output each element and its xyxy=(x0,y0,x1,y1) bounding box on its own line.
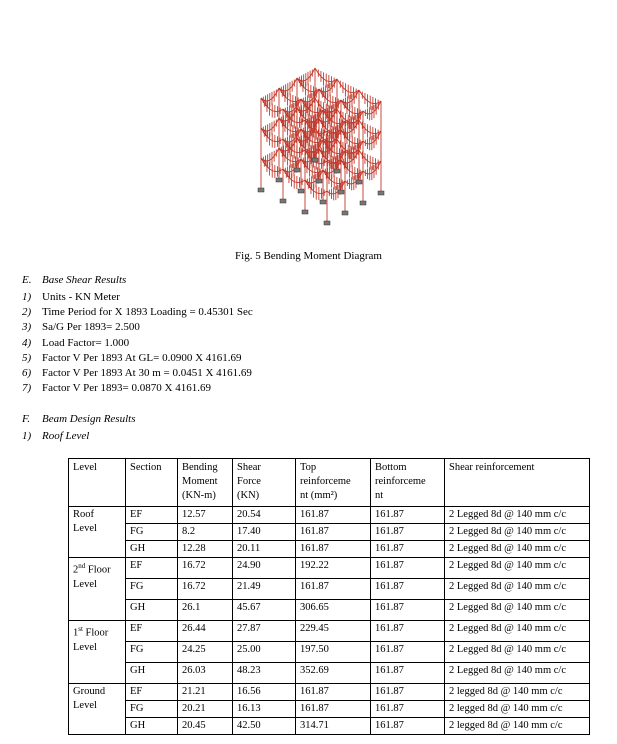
cell: 161.87 xyxy=(371,684,445,701)
cell: 24.25 xyxy=(178,642,233,663)
cell: FG xyxy=(126,701,178,718)
table-row xyxy=(69,663,590,684)
table-header-row xyxy=(69,459,590,507)
level-cell: Ground Level xyxy=(69,684,126,735)
level-cell: 1st Floor Level xyxy=(69,621,126,684)
cell: 48.23 xyxy=(233,663,296,684)
cell: GH xyxy=(126,600,178,621)
cell: GH xyxy=(126,663,178,684)
cell: 161.87 xyxy=(371,541,445,558)
cell: 161.87 xyxy=(371,701,445,718)
cell: 161.87 xyxy=(296,507,371,524)
cell: FG xyxy=(126,642,178,663)
cell: 161.87 xyxy=(296,684,371,701)
cell: 2 Legged 8d @ 140 mm c/c xyxy=(445,558,590,579)
header-level: Level xyxy=(69,459,126,507)
cell: 2 legged 8d @ 140 mm c/c xyxy=(445,718,590,735)
cell: 197.50 xyxy=(296,642,371,663)
cell: 2 Legged 8d @ 140 mm c/c xyxy=(445,663,590,684)
cell: EF xyxy=(126,507,178,524)
cell: 21.49 xyxy=(233,579,296,600)
table-row xyxy=(69,718,590,735)
cell: GH xyxy=(126,718,178,735)
cell: 20.54 xyxy=(233,507,296,524)
cell: 2 Legged 8d @ 140 mm c/c xyxy=(445,524,590,541)
base-shear-list xyxy=(22,290,253,396)
cell: 16.56 xyxy=(233,684,296,701)
cell: FG xyxy=(126,579,178,600)
cell: 161.87 xyxy=(371,524,445,541)
cell: FG xyxy=(126,524,178,541)
list-item: 6) Factor V Per 1893 At 30 m = 0.0451 X 4161.69 xyxy=(22,367,252,380)
table-row xyxy=(69,701,590,718)
cell: 20.21 xyxy=(178,701,233,718)
cell: 12.57 xyxy=(178,507,233,524)
table-row xyxy=(69,524,590,541)
table-row xyxy=(69,579,590,600)
header-moment: Bending Moment (KN-m) xyxy=(178,459,233,507)
cell: EF xyxy=(126,684,178,701)
beam-design-table xyxy=(68,458,590,735)
table-row xyxy=(69,600,590,621)
table-row xyxy=(69,507,590,524)
section-f-heading: F. Beam Design Results xyxy=(22,413,136,425)
bending-moment-diagram-figure xyxy=(195,8,480,248)
cell: 161.87 xyxy=(371,579,445,600)
section-e-heading: E. Base Shear Results xyxy=(22,274,127,286)
list-item: 4) Load Factor= 1.000 xyxy=(22,336,130,349)
figure-caption: Fig. 5 Bending Moment Diagram xyxy=(235,250,382,262)
table-row xyxy=(69,684,590,701)
cell: EF xyxy=(126,621,178,642)
list-item: 7) Factor V Per 1893= 0.0870 X 4161.69 xyxy=(22,382,211,395)
cell: 161.87 xyxy=(296,541,371,558)
table-row xyxy=(69,621,590,642)
list-item: 2) Time Period for X 1893 Loading = 0.45301 Sec xyxy=(22,306,253,319)
list-item: 1) Units - KN Meter xyxy=(22,291,120,303)
cell: 26.1 xyxy=(178,600,233,621)
cell: 26.03 xyxy=(178,663,233,684)
subsection-heading: 1) Roof Level xyxy=(22,430,90,442)
cell: 306.65 xyxy=(296,600,371,621)
cell: 161.87 xyxy=(371,718,445,735)
cell: GH xyxy=(126,541,178,558)
cell: 192.22 xyxy=(296,558,371,579)
cell: 2 legged 8d @ 140 mm c/c xyxy=(445,701,590,718)
cell: 21.21 xyxy=(178,684,233,701)
table-row xyxy=(69,642,590,663)
list-item: 5) Factor V Per 1893 At GL= 0.0900 X 4161.69 xyxy=(22,351,242,364)
cell: 45.67 xyxy=(233,600,296,621)
header-section: Section xyxy=(126,459,178,507)
cell: EF xyxy=(126,558,178,579)
cell: 161.87 xyxy=(296,524,371,541)
level-cell: 2nd Floor Level xyxy=(69,558,126,621)
cell: 161.87 xyxy=(296,579,371,600)
cell: 16.72 xyxy=(178,579,233,600)
cell: 20.11 xyxy=(233,541,296,558)
cell: 2 legged 8d @ 140 mm c/c xyxy=(445,684,590,701)
cell: 2 Legged 8d @ 140 mm c/c xyxy=(445,621,590,642)
header-bottom: Bottom reinforceme nt xyxy=(371,459,445,507)
cell: 16.13 xyxy=(233,701,296,718)
cell: 161.87 xyxy=(371,621,445,642)
cell: 20.45 xyxy=(178,718,233,735)
cell: 2 Legged 8d @ 140 mm c/c xyxy=(445,600,590,621)
cell: 2 Legged 8d @ 140 mm c/c xyxy=(445,507,590,524)
header-shear-reinforcement: Shear reinforcement xyxy=(445,459,590,507)
cell: 352.69 xyxy=(296,663,371,684)
header-shear: Shear Force (KN) xyxy=(233,459,296,507)
cell: 42.50 xyxy=(233,718,296,735)
table-row xyxy=(69,558,590,579)
header-top: Top reinforceme nt (mm²) xyxy=(296,459,371,507)
table-row xyxy=(69,541,590,558)
list-item: 3) Sa/G Per 1893= 2.500 xyxy=(22,321,140,334)
cell: 12.28 xyxy=(178,541,233,558)
cell: 229.45 xyxy=(296,621,371,642)
cell: 161.87 xyxy=(371,507,445,524)
cell: 161.87 xyxy=(371,642,445,663)
cell: 161.87 xyxy=(296,701,371,718)
cell: 27.87 xyxy=(233,621,296,642)
cell: 25.00 xyxy=(233,642,296,663)
cell: 16.72 xyxy=(178,558,233,579)
cell: 161.87 xyxy=(371,663,445,684)
cell: 161.87 xyxy=(371,600,445,621)
cell: 8.2 xyxy=(178,524,233,541)
cell: 161.87 xyxy=(371,558,445,579)
cell: 26.44 xyxy=(178,621,233,642)
cell: 2 Legged 8d @ 140 mm c/c xyxy=(445,642,590,663)
cell: 314.71 xyxy=(296,718,371,735)
level-cell: Roof Level xyxy=(69,507,126,558)
cell: 17.40 xyxy=(233,524,296,541)
cell: 2 Legged 8d @ 140 mm c/c xyxy=(445,579,590,600)
cell: 24.90 xyxy=(233,558,296,579)
cell: 2 Legged 8d @ 140 mm c/c xyxy=(445,541,590,558)
